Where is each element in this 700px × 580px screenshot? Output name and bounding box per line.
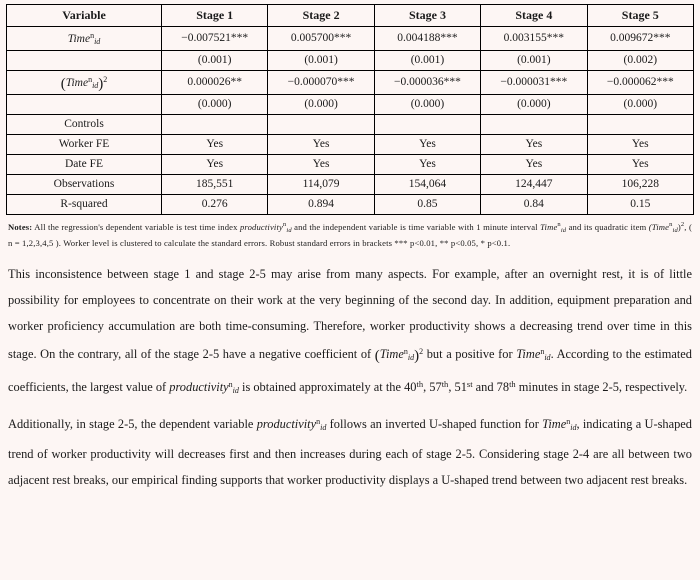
cell-value: 0.15 bbox=[587, 195, 693, 215]
cell-value: Yes bbox=[374, 155, 480, 175]
table-row bbox=[7, 71, 694, 95]
p2-segment-a: Additionally, in stage 2-5, the dependent variable bbox=[8, 417, 257, 431]
cell-value: −0.000062*** bbox=[587, 71, 693, 95]
p1-segment-a: This inconsistence between stage 1 and stage 2-5 may arise from many aspects. For example, after an overnight rest, it is of little possibility for employees to concentrate on their work at the very beginning of the second day. In addition, equipment preparation and worker proficiency accumulation are both time-consuming. Therefore, worker productivity shows a decreasing trend over time in this stage. On the contrary, all of the stage 2-5 have a negative coefficient of bbox=[8, 267, 692, 361]
cell-value: (0.000) bbox=[587, 95, 693, 115]
p1-segment-c: . According to the estimated coefficients, the largest value of bbox=[8, 347, 692, 394]
body-text bbox=[8, 261, 692, 493]
row-label-observations: Observations bbox=[7, 175, 162, 195]
row-label-empty bbox=[7, 51, 162, 71]
notes-text-4: , ( n = 1,2,3,4,5 ). Worker level is clustered to calculate the standard errors. Robust standard errors in brackets bbox=[8, 222, 692, 248]
notes-text-1: All the regression's dependent variable is test time index bbox=[32, 222, 240, 232]
cell-value: Yes bbox=[162, 155, 268, 175]
cell-value: −0.000070*** bbox=[268, 71, 374, 95]
cell-value bbox=[162, 115, 268, 135]
notes-var-time-sq: (Time bbox=[648, 222, 670, 232]
cell-value: −0.000031*** bbox=[481, 71, 587, 95]
cell-value: Yes bbox=[268, 135, 374, 155]
notes-significance-stars: *** p<0.01, ** p<0.05, * p<0.1. bbox=[394, 238, 511, 248]
row-label-controls: Controls bbox=[7, 115, 162, 135]
notes-text-2: and the independent variable is time variable with 1 minute interval bbox=[291, 222, 541, 232]
table-header-stage-3: Stage 3 bbox=[374, 5, 480, 27]
row-label-worker-fe: Worker FE bbox=[7, 135, 162, 155]
table-row bbox=[7, 175, 694, 195]
cell-value bbox=[587, 115, 693, 135]
p1-segment-e: , 57 bbox=[423, 380, 442, 394]
cell-value: 0.276 bbox=[162, 195, 268, 215]
cell-value: Yes bbox=[374, 135, 480, 155]
cell-value: (0.001) bbox=[374, 51, 480, 71]
notes-prefix: Notes: bbox=[8, 222, 33, 232]
cell-value: (0.002) bbox=[587, 51, 693, 71]
cell-value: 0.85 bbox=[374, 195, 480, 215]
p1-segment-b: but a positive for bbox=[423, 347, 517, 361]
table-header-stage-5: Stage 5 bbox=[587, 5, 693, 27]
cell-value: (0.001) bbox=[162, 51, 268, 71]
regression-results-table bbox=[6, 4, 694, 215]
cell-value: Yes bbox=[481, 135, 587, 155]
paragraph-1: This inconsistence between stage 1 and stage 2-5 may arise from many aspects. For example, after an overnight rest, it is of little possibility for employees to concentrate on their work at the very beginning of the second day. In addition, equipment preparation and worker proficiency accumulation are both time-consuming. Therefore, worker productivity shows a decreasing trend over time in this stage. On the contrary, all of the stage 2-5 have a negative coefficient of (Time$^n_{id}$)$^2$ but a positive for Time$^n_{id}$. According to the estimated coefficients, the largest value of productivity$^n_{id}$ is obtained approximately at the 40th, 57th, 51st and 78th minutes in stage 2-5, respectively. bbox=[8, 267, 692, 395]
cell-value bbox=[268, 115, 374, 135]
row-label-time-squared: (Time$^n_{id}$)$^2$ bbox=[7, 71, 162, 95]
p1-segment-f: , 51 bbox=[448, 380, 467, 394]
table-row bbox=[7, 135, 694, 155]
table-header-row bbox=[7, 5, 694, 27]
cell-value: 0.84 bbox=[481, 195, 587, 215]
notes-text-3: and its quadratic item bbox=[566, 222, 649, 232]
cell-value: 0.004188*** bbox=[374, 27, 480, 51]
cell-value: 0.894 bbox=[268, 195, 374, 215]
cell-value bbox=[481, 115, 587, 135]
cell-value: 114,079 bbox=[268, 175, 374, 195]
cell-value: Yes bbox=[481, 155, 587, 175]
cell-value bbox=[374, 115, 480, 135]
cell-value: 154,064 bbox=[374, 175, 480, 195]
cell-value: 106,228 bbox=[587, 175, 693, 195]
p2-segment-c: , indicating a U-shaped trend of worker productivity will decreases first and then increases during each of stage 2-5. Considering stage 2-4 are all between two adjacent rest breaks, our empirical finding supports that worker productivity displays a U-shaped trend between two adjacent rest breaks. bbox=[8, 417, 692, 487]
cell-value: 185,551 bbox=[162, 175, 268, 195]
table-row bbox=[7, 27, 694, 51]
cell-value: (0.000) bbox=[481, 95, 587, 115]
cell-value: (0.001) bbox=[268, 51, 374, 71]
table-row bbox=[7, 95, 694, 115]
cell-value: 124,447 bbox=[481, 175, 587, 195]
cell-value: −0.000036*** bbox=[374, 71, 480, 95]
cell-value: (0.000) bbox=[268, 95, 374, 115]
table-row bbox=[7, 195, 694, 215]
cell-value: (0.001) bbox=[481, 51, 587, 71]
cell-value: 0.003155*** bbox=[481, 27, 587, 51]
paragraph-2: Additionally, in stage 2-5, the dependent variable productivity$^n_{id}$ follows an inverted U-shaped function for Time$^n_{id}$, indicating a U-shaped trend of worker productivity will decreases first and then increases during each of stage 2-5. Considering stage 2-4 are all between two adjacent rest breaks, our empirical finding supports that worker productivity displays a U-shaped trend between two adjacent rest breaks. bbox=[8, 417, 692, 487]
cell-value: −0.007521*** bbox=[162, 27, 268, 51]
row-label-time-linear: Time$^n_{id}$ bbox=[7, 27, 162, 51]
p2-segment-b: follows an inverted U-shaped function for bbox=[326, 417, 543, 431]
cell-value: Yes bbox=[162, 135, 268, 155]
table-row bbox=[7, 155, 694, 175]
cell-value: Yes bbox=[587, 155, 693, 175]
p1-segment-g: and 78 bbox=[472, 380, 510, 394]
cell-value: Yes bbox=[268, 155, 374, 175]
table-row bbox=[7, 51, 694, 71]
cell-value: (0.000) bbox=[374, 95, 480, 115]
table-header-stage-2: Stage 2 bbox=[268, 5, 374, 27]
table-header-variable: Variable bbox=[7, 5, 162, 27]
cell-value: 0.005700*** bbox=[268, 27, 374, 51]
cell-value: (0.000) bbox=[162, 95, 268, 115]
notes-var-productivity: productivity bbox=[239, 222, 283, 232]
cell-value: 0.009672*** bbox=[587, 27, 693, 51]
table-row bbox=[7, 115, 694, 135]
cell-value: Yes bbox=[587, 135, 693, 155]
notes-var-time: Time bbox=[540, 222, 558, 232]
p1-segment-h: minutes in stage 2-5, respectively. bbox=[515, 380, 688, 394]
cell-value: 0.000026** bbox=[162, 71, 268, 95]
row-label-date-fe: Date FE bbox=[7, 155, 162, 175]
table-notes: Notes: All the regression's dependent variable is test time index productivity$^n_{id}$ and the independent variable is time variable with 1 minute interval Time$^n_{id}$ and its quadratic item (Time$^n_{id}$)$^2$, ( n = 1,2,3,4,5 ). Worker level is clustered to calculate the standard errors. Robust standard errors in brackets *** p<0.01, ** p<0.05, * p<0.1. bbox=[8, 221, 692, 248]
table-header-stage-4: Stage 4 bbox=[481, 5, 587, 27]
p1-segment-d: is obtained approximately at the 40 bbox=[238, 380, 417, 394]
row-label-r-squared: R-squared bbox=[7, 195, 162, 215]
row-label-empty bbox=[7, 95, 162, 115]
table-header-stage-1: Stage 1 bbox=[162, 5, 268, 27]
